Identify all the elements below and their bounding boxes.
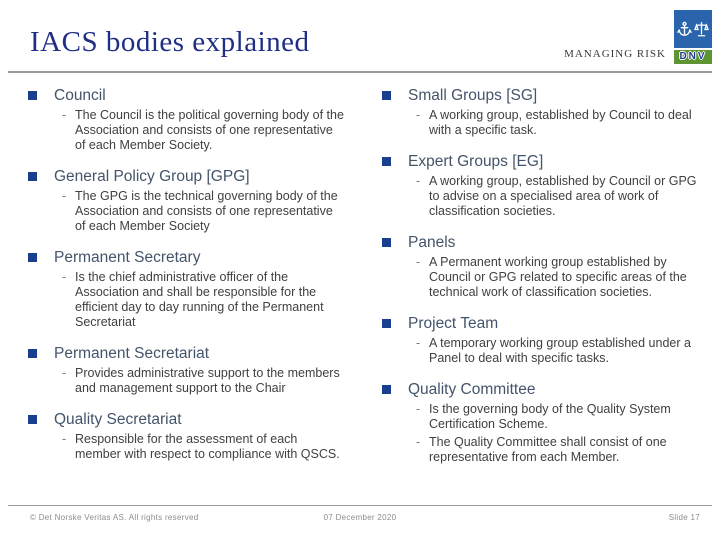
- section-heading: Permanent Secretariat: [54, 345, 210, 362]
- section-heading: Permanent Secretary: [54, 249, 201, 266]
- section-heading: Project Team: [408, 315, 499, 332]
- dash-icon: -: [62, 366, 67, 380]
- section-heading: Quality Committee: [408, 381, 536, 398]
- dash-icon: -: [416, 435, 421, 449]
- section-council: [28, 86, 346, 153]
- bullet-point: [408, 336, 700, 366]
- bullet-square-icon: [28, 415, 37, 424]
- bullet-point: [54, 270, 346, 330]
- bullet-point: [408, 435, 700, 465]
- section-permanent-secretariat: [28, 344, 346, 396]
- bullet-point: [408, 174, 700, 219]
- right-column: [382, 86, 700, 479]
- section-gpg: [28, 167, 346, 234]
- title-divider: [8, 71, 712, 73]
- footer-date: 07 December 2020: [323, 513, 397, 522]
- dash-icon: -: [62, 270, 67, 284]
- bullet-square-icon: [28, 172, 37, 181]
- section-heading: Panels: [408, 234, 456, 251]
- bullet-point-text: A Permanent working group established by Council or GPG related to specific areas of the technical work of classification societies.: [429, 255, 687, 299]
- dash-icon: -: [62, 189, 67, 203]
- dash-icon: -: [62, 432, 67, 446]
- section-heading: Council: [54, 87, 106, 104]
- section-panels: [382, 233, 700, 300]
- bullet-point-text: The Quality Committee shall consist of one representative from each Member.: [429, 435, 667, 464]
- bullet-point-text: The GPG is the technical governing body of the Association and consists of one representative of each Member Society: [75, 189, 338, 233]
- dash-icon: -: [416, 336, 421, 350]
- scales-icon: [694, 21, 709, 38]
- dnv-logo: [564, 10, 712, 64]
- section-permanent-secretary: [28, 248, 346, 330]
- logo-mark: [674, 10, 712, 64]
- section-expert-groups: [382, 152, 700, 219]
- bullet-square-icon: [28, 91, 37, 100]
- section-heading: Expert Groups [EG]: [408, 153, 544, 170]
- bullet-point-text: A temporary working group established under a Panel to deal with specific tasks.: [429, 336, 691, 365]
- dash-icon: -: [62, 108, 67, 122]
- footer-divider: [8, 505, 712, 506]
- bullet-point: [408, 255, 700, 300]
- left-column: [28, 86, 346, 479]
- bullet-point-text: Responsible for the assessment of each member with respect to compliance with QSCS.: [75, 432, 340, 461]
- section-heading: Small Groups [SG]: [408, 87, 538, 104]
- bullet-square-icon: [28, 349, 37, 358]
- logo-brand-text: DNV: [674, 50, 712, 64]
- bullet-point-text: Is the chief administrative officer of the Association and shall be responsible for the efficient day to day running of the Permanent Secretariat: [75, 270, 324, 329]
- bullet-square-icon: [382, 319, 391, 328]
- section-heading: General Policy Group [GPG]: [54, 168, 250, 185]
- bullet-point-text: A working group, established by Council to deal with a specific task.: [429, 108, 692, 137]
- dash-icon: -: [416, 108, 421, 122]
- dash-icon: -: [416, 174, 421, 188]
- bullet-point-text: The Council is the political governing body of the Association and consists of one representative of each Member Society.: [75, 108, 344, 152]
- section-quality-committee: [382, 380, 700, 465]
- footer-copyright: © Det Norske Veritas AS. All rights reserved: [30, 513, 199, 522]
- logo-symbol: [674, 10, 712, 48]
- section-heading: Quality Secretariat: [54, 411, 182, 428]
- bullet-point: [54, 189, 346, 234]
- content-columns: [28, 86, 700, 479]
- bullet-point: [408, 108, 700, 138]
- bullet-point: [408, 402, 700, 432]
- bullet-square-icon: [382, 238, 391, 247]
- section-small-groups: [382, 86, 700, 138]
- anchor-icon: [677, 21, 692, 38]
- section-quality-secretariat: [28, 410, 346, 462]
- bullet-square-icon: [28, 253, 37, 262]
- section-project-team: [382, 314, 700, 366]
- bullet-point: [54, 432, 346, 462]
- bullet-point: [54, 108, 346, 153]
- logo-tagline: MANAGING RISK: [564, 48, 666, 60]
- bullet-point-text: Provides administrative support to the members and management support to the Chair: [75, 366, 340, 395]
- bullet-point: [54, 366, 346, 396]
- bullet-point-text: A working group, established by Council or GPG to advise on a specialised area of work of classification societies.: [429, 174, 697, 218]
- bullet-square-icon: [382, 157, 391, 166]
- bullet-square-icon: [382, 91, 391, 100]
- page-title: IACS bodies explained: [30, 26, 310, 58]
- dash-icon: -: [416, 402, 421, 416]
- footer-slide-number: Slide 17: [668, 513, 700, 522]
- bullet-point-text: Is the governing body of the Quality System Certification Scheme.: [429, 402, 671, 431]
- bullet-square-icon: [382, 385, 391, 394]
- dash-icon: -: [416, 255, 421, 269]
